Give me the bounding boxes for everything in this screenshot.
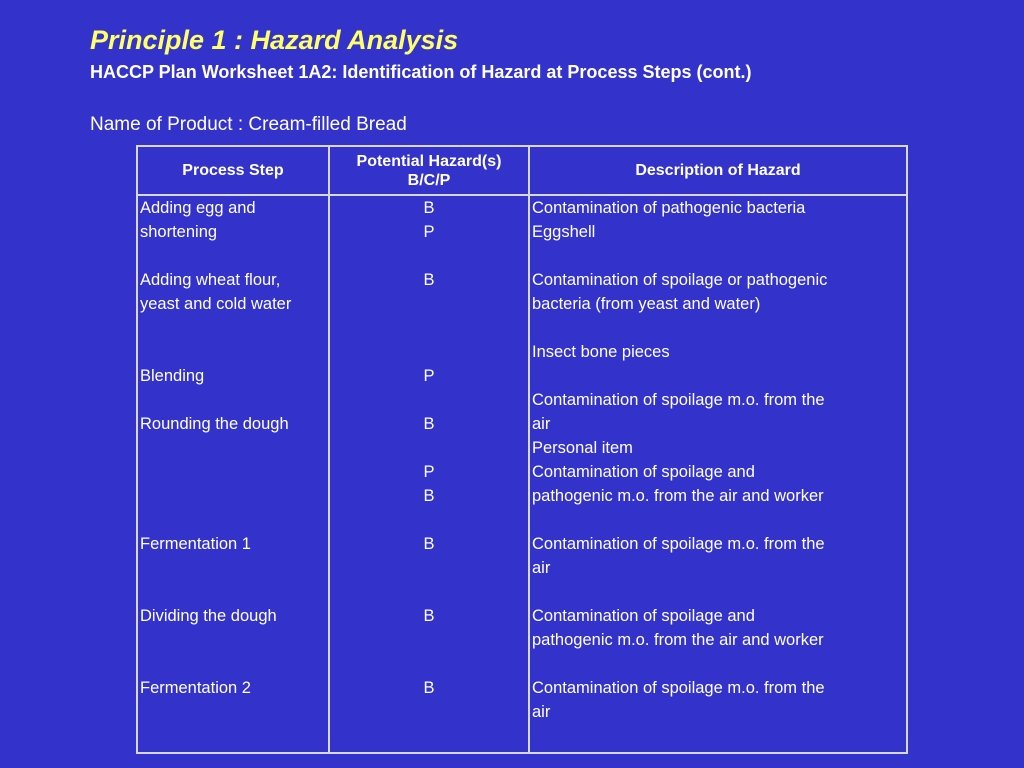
process-step-line: Adding wheat flour, [140,271,281,289]
hazard-description-line: Contamination of spoilage and [532,463,755,481]
hazard-description-line: air [532,703,551,721]
process-step-line [138,460,328,484]
table-row [137,195,907,753]
hazard-type-line: P [423,367,435,385]
hazard-type-line [330,340,528,364]
process-step-line: yeast and cold water [140,295,292,313]
hazard-type-line [330,436,528,460]
hazard-type-cell [329,195,529,753]
process-step-line [138,508,328,532]
process-step-line [138,556,328,580]
hazard-analysis-table [136,145,908,754]
process-step-line: Adding egg and [140,199,256,217]
hazard-description-line: pathogenic m.o. from the air and worker [532,631,824,649]
hazard-type-line [330,580,528,604]
hazard-description-line [530,316,906,340]
hazard-type-lines [330,196,528,700]
header-potential-hazard [329,146,529,195]
hazard-description-line: Contamination of spoilage or pathogenic [532,271,828,289]
process-step-line: Fermentation 1 [140,535,251,553]
slide-title: Principle 1 : Hazard Analysis [90,25,459,55]
header-description: Description of Hazard [529,146,907,195]
hazard-description-line: Contamination of spoilage m.o. from the [532,535,825,553]
header-potential-hazard-line1: Potential Hazard(s) [356,152,502,170]
hazard-description-line: Contamination of spoilage m.o. from the [532,679,825,697]
process-step-line [138,652,328,676]
process-step-line [138,244,328,268]
hazard-type-line [330,316,528,340]
worksheet-subtitle: HACCP Plan Worksheet 1A2: Identification of Hazard at Process Steps (cont.) [90,62,752,82]
process-step-line: Fermentation 2 [140,679,251,697]
hazard-type-line: B [423,679,435,697]
hazard-type-line: B [423,535,435,553]
process-step-line: Dividing the dough [140,607,277,625]
process-step-line [138,484,328,508]
hazard-description-line: air [532,559,551,577]
process-step-line [138,580,328,604]
process-step-cell [137,195,329,753]
process-step-line: Blending [140,367,205,385]
hazard-description-line: pathogenic m.o. from the air and worker [532,487,824,505]
process-step-line: Rounding the dough [140,415,289,433]
hazard-type-line: P [423,463,435,481]
process-step-line [138,316,328,340]
hazard-description-line [530,580,906,604]
process-step-line [138,388,328,412]
hazard-description-line [530,364,906,388]
header-process-step: Process Step [137,146,329,195]
hazard-type-line: B [423,415,435,433]
hazard-description-line: Personal item [532,439,633,457]
process-step-lines [138,196,328,700]
hazard-description-line [530,508,906,532]
process-step-line: shortening [140,223,218,241]
hazard-description-line: bacteria (from yeast and water) [532,295,761,313]
hazard-type-line [330,388,528,412]
hazard-type-line [330,652,528,676]
header-potential-hazard-line2: B/C/P [407,171,451,189]
hazard-type-line [330,508,528,532]
hazard-description-line [530,652,906,676]
hazard-type-line [330,556,528,580]
hazard-type-line [330,292,528,316]
hazard-type-line [330,628,528,652]
hazard-type-line [330,244,528,268]
hazard-description-line: Eggshell [532,223,596,241]
hazard-type-line: B [423,271,435,289]
process-step-line [138,628,328,652]
table-header-row [137,146,907,195]
description-lines [530,196,906,724]
description-cell [529,195,907,753]
process-step-line [138,436,328,460]
hazard-type-line: P [423,223,435,241]
process-step-line [138,340,328,364]
hazard-description-line: Contamination of spoilage and [532,607,755,625]
hazard-description-line [530,244,906,268]
hazard-description-line: Insect bone pieces [532,343,670,361]
hazard-description-line: air [532,415,551,433]
hazard-description-line: Contamination of pathogenic bacteria [532,199,806,217]
hazard-type-line: B [423,487,435,505]
product-name-line: Name of Product : Cream-filled Bread [90,114,407,135]
hazard-type-line: B [423,199,435,217]
hazard-description-line: Contamination of spoilage m.o. from the [532,391,825,409]
hazard-type-line: B [423,607,435,625]
